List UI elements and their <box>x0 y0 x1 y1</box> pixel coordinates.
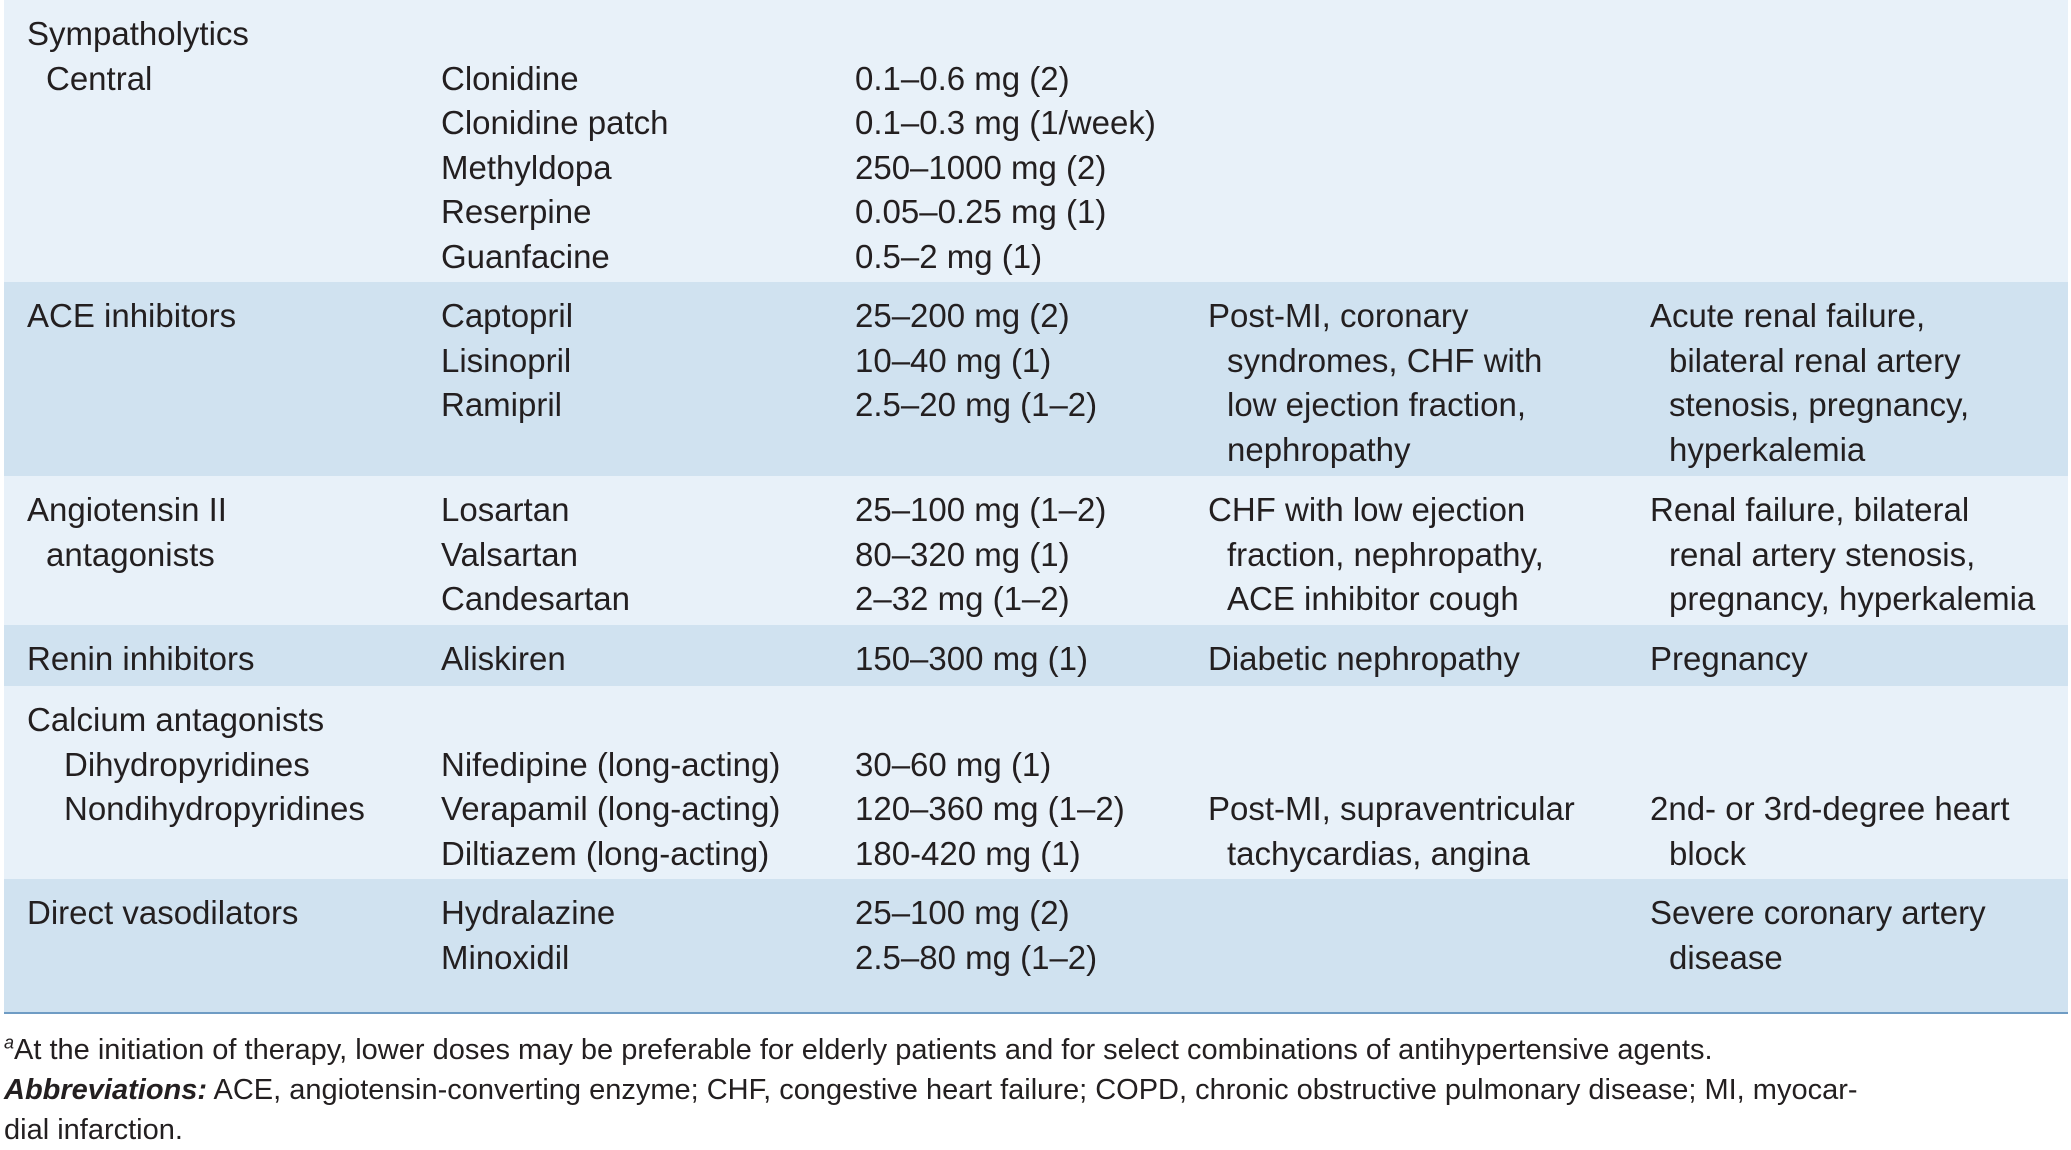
table-line <box>4 235 2068 280</box>
drug-class-cell: Angiotensin II <box>27 491 227 528</box>
dose-cell: 250–1000 mg (2) <box>855 148 1107 186</box>
drug-name-cell: Clonidine patch <box>441 104 669 141</box>
table-line <box>4 190 2068 235</box>
dose-cell: 2.5–20 mg (1–2) <box>855 386 1098 423</box>
indication-cell: nephropathy <box>1227 430 1411 468</box>
contraindication-cell: renal artery stenosis, <box>1669 535 1976 573</box>
table-line <box>4 936 2068 981</box>
abbreviations-label: Abbreviations: <box>4 1074 208 1106</box>
table-line <box>4 57 2068 102</box>
drug-name-cell: Methyldopa <box>441 148 612 186</box>
table-line <box>4 637 2068 682</box>
table-line <box>4 383 2068 428</box>
table-row-group <box>4 625 2068 686</box>
drug-name-cell: Captopril <box>441 297 574 334</box>
table-line <box>4 533 2068 578</box>
footnote-marker: a <box>4 1032 15 1053</box>
table-row-group <box>4 686 2068 879</box>
table-row-group <box>4 282 2068 476</box>
table-line <box>4 488 2068 533</box>
contraindication-cell: Acute renal failure, <box>1650 297 1926 334</box>
drug-class-cell: Sympatholytics <box>27 15 249 52</box>
drug-class-cell: Central <box>46 59 153 97</box>
drug-class-cell: Calcium antagonists <box>27 701 325 738</box>
dose-cell: 30–60 mg (1) <box>855 745 1052 783</box>
table-row-group <box>4 476 2068 625</box>
indication-cell: CHF with low ejection <box>1208 491 1526 528</box>
drug-name-cell: Candesartan <box>441 580 630 617</box>
contraindication-cell: block <box>1669 834 1747 872</box>
drug-class-cell: Renin inhibitors <box>27 640 255 677</box>
footnote-a <box>4 1030 2068 1070</box>
table-line <box>4 101 2068 146</box>
indication-cell: tachycardias, angina <box>1227 834 1530 872</box>
drug-name-cell: Minoxidil <box>441 938 570 976</box>
dose-cell: 25–100 mg (2) <box>855 894 1070 931</box>
abbreviations-text: ACE, angiotensin-converting enzyme; CHF, congestive heart failure; COPD, chronic obstructive pulmonary disease; MI, myocar- <box>207 1074 1858 1106</box>
drug-name-cell: Lisinopril <box>441 341 572 379</box>
drug-name-cell: Losartan <box>441 491 570 528</box>
drug-name-cell: Aliskiren <box>441 640 566 677</box>
contraindication-cell: Pregnancy <box>1650 640 1808 677</box>
drug-class-cell: ACE inhibitors <box>27 297 237 334</box>
indication-cell: Post-MI, supraventricular <box>1208 790 1575 827</box>
dose-cell: 2.5–80 mg (1–2) <box>855 938 1098 976</box>
dose-cell: 180-420 mg (1) <box>855 834 1081 872</box>
drug-name-cell: Reserpine <box>441 193 592 230</box>
table-line <box>4 698 2068 743</box>
dose-cell: 0.05–0.25 mg (1) <box>855 193 1107 230</box>
drug-name-cell: Diltiazem (long-acting) <box>441 834 770 872</box>
table-line <box>4 146 2068 191</box>
table-line <box>4 12 2068 57</box>
table-line <box>4 743 2068 788</box>
dose-cell: 80–320 mg (1) <box>855 535 1070 573</box>
drug-class-cell: antagonists <box>46 535 215 573</box>
indication-cell: Post-MI, coronary <box>1208 297 1469 334</box>
dose-cell: 0.5–2 mg (1) <box>855 237 1043 275</box>
footnotes <box>4 1030 2068 1150</box>
indication-cell: Diabetic nephropathy <box>1208 640 1520 677</box>
table-line <box>4 891 2068 936</box>
drug-name-cell: Guanfacine <box>441 237 610 275</box>
table-line <box>4 294 2068 339</box>
dose-cell: 25–100 mg (1–2) <box>855 491 1107 528</box>
contraindication-cell: hyperkalemia <box>1669 430 1866 468</box>
dose-cell: 0.1–0.3 mg (1/week) <box>855 104 1156 141</box>
table-line <box>4 577 2068 622</box>
footnote-a-text: At the initiation of therapy, lower doses may be preferable for elderly patients and for select combinations of antihypertensive agents. <box>14 1034 1713 1066</box>
dose-cell: 10–40 mg (1) <box>855 341 1052 379</box>
indication-cell: fraction, nephropathy, <box>1227 535 1544 573</box>
drug-name-cell: Nifedipine (long-acting) <box>441 745 781 783</box>
indication-cell: low ejection fraction, <box>1227 386 1526 423</box>
contraindication-cell: 2nd- or 3rd-degree heart <box>1650 790 2010 827</box>
drug-table <box>4 0 2068 1012</box>
table-row-group <box>4 0 2068 282</box>
contraindication-cell: Renal failure, bilateral <box>1650 491 1970 528</box>
indication-cell: syndromes, CHF with <box>1227 341 1543 379</box>
table-line <box>4 428 2068 473</box>
dose-cell: 0.1–0.6 mg (2) <box>855 59 1070 97</box>
drug-name-cell: Hydralazine <box>441 894 616 931</box>
table-row-group <box>4 879 2068 1012</box>
table-line <box>4 832 2068 877</box>
contraindication-cell: stenosis, pregnancy, <box>1669 386 1970 423</box>
dose-cell: 120–360 mg (1–2) <box>855 790 1125 827</box>
drug-class-cell: Nondihydropyridines <box>64 790 365 827</box>
dose-cell: 150–300 mg (1) <box>855 640 1088 677</box>
table-line <box>4 787 2068 832</box>
table-bottom-rule <box>4 1012 2068 1014</box>
indication-cell: ACE inhibitor cough <box>1227 580 1519 617</box>
drug-name-cell: Clonidine <box>441 59 579 97</box>
abbreviations-line-2: dial infarction. <box>4 1114 183 1146</box>
drug-name-cell: Verapamil (long-acting) <box>441 790 781 827</box>
drug-name-cell: Ramipril <box>441 386 563 423</box>
contraindication-cell: pregnancy, hyperkalemia <box>1669 580 2036 617</box>
table-line <box>4 339 2068 384</box>
contraindication-cell: Severe coronary artery <box>1650 894 1986 931</box>
dose-cell: 2–32 mg (1–2) <box>855 580 1070 617</box>
contraindication-cell: disease <box>1669 938 1783 976</box>
drug-class-cell: Direct vasodilators <box>27 894 299 931</box>
dose-cell: 25–200 mg (2) <box>855 297 1070 334</box>
drug-class-cell: Dihydropyridines <box>64 745 310 783</box>
abbreviations-line-1 <box>4 1070 2068 1110</box>
drug-name-cell: Valsartan <box>441 535 578 573</box>
contraindication-cell: bilateral renal artery <box>1669 341 1961 379</box>
